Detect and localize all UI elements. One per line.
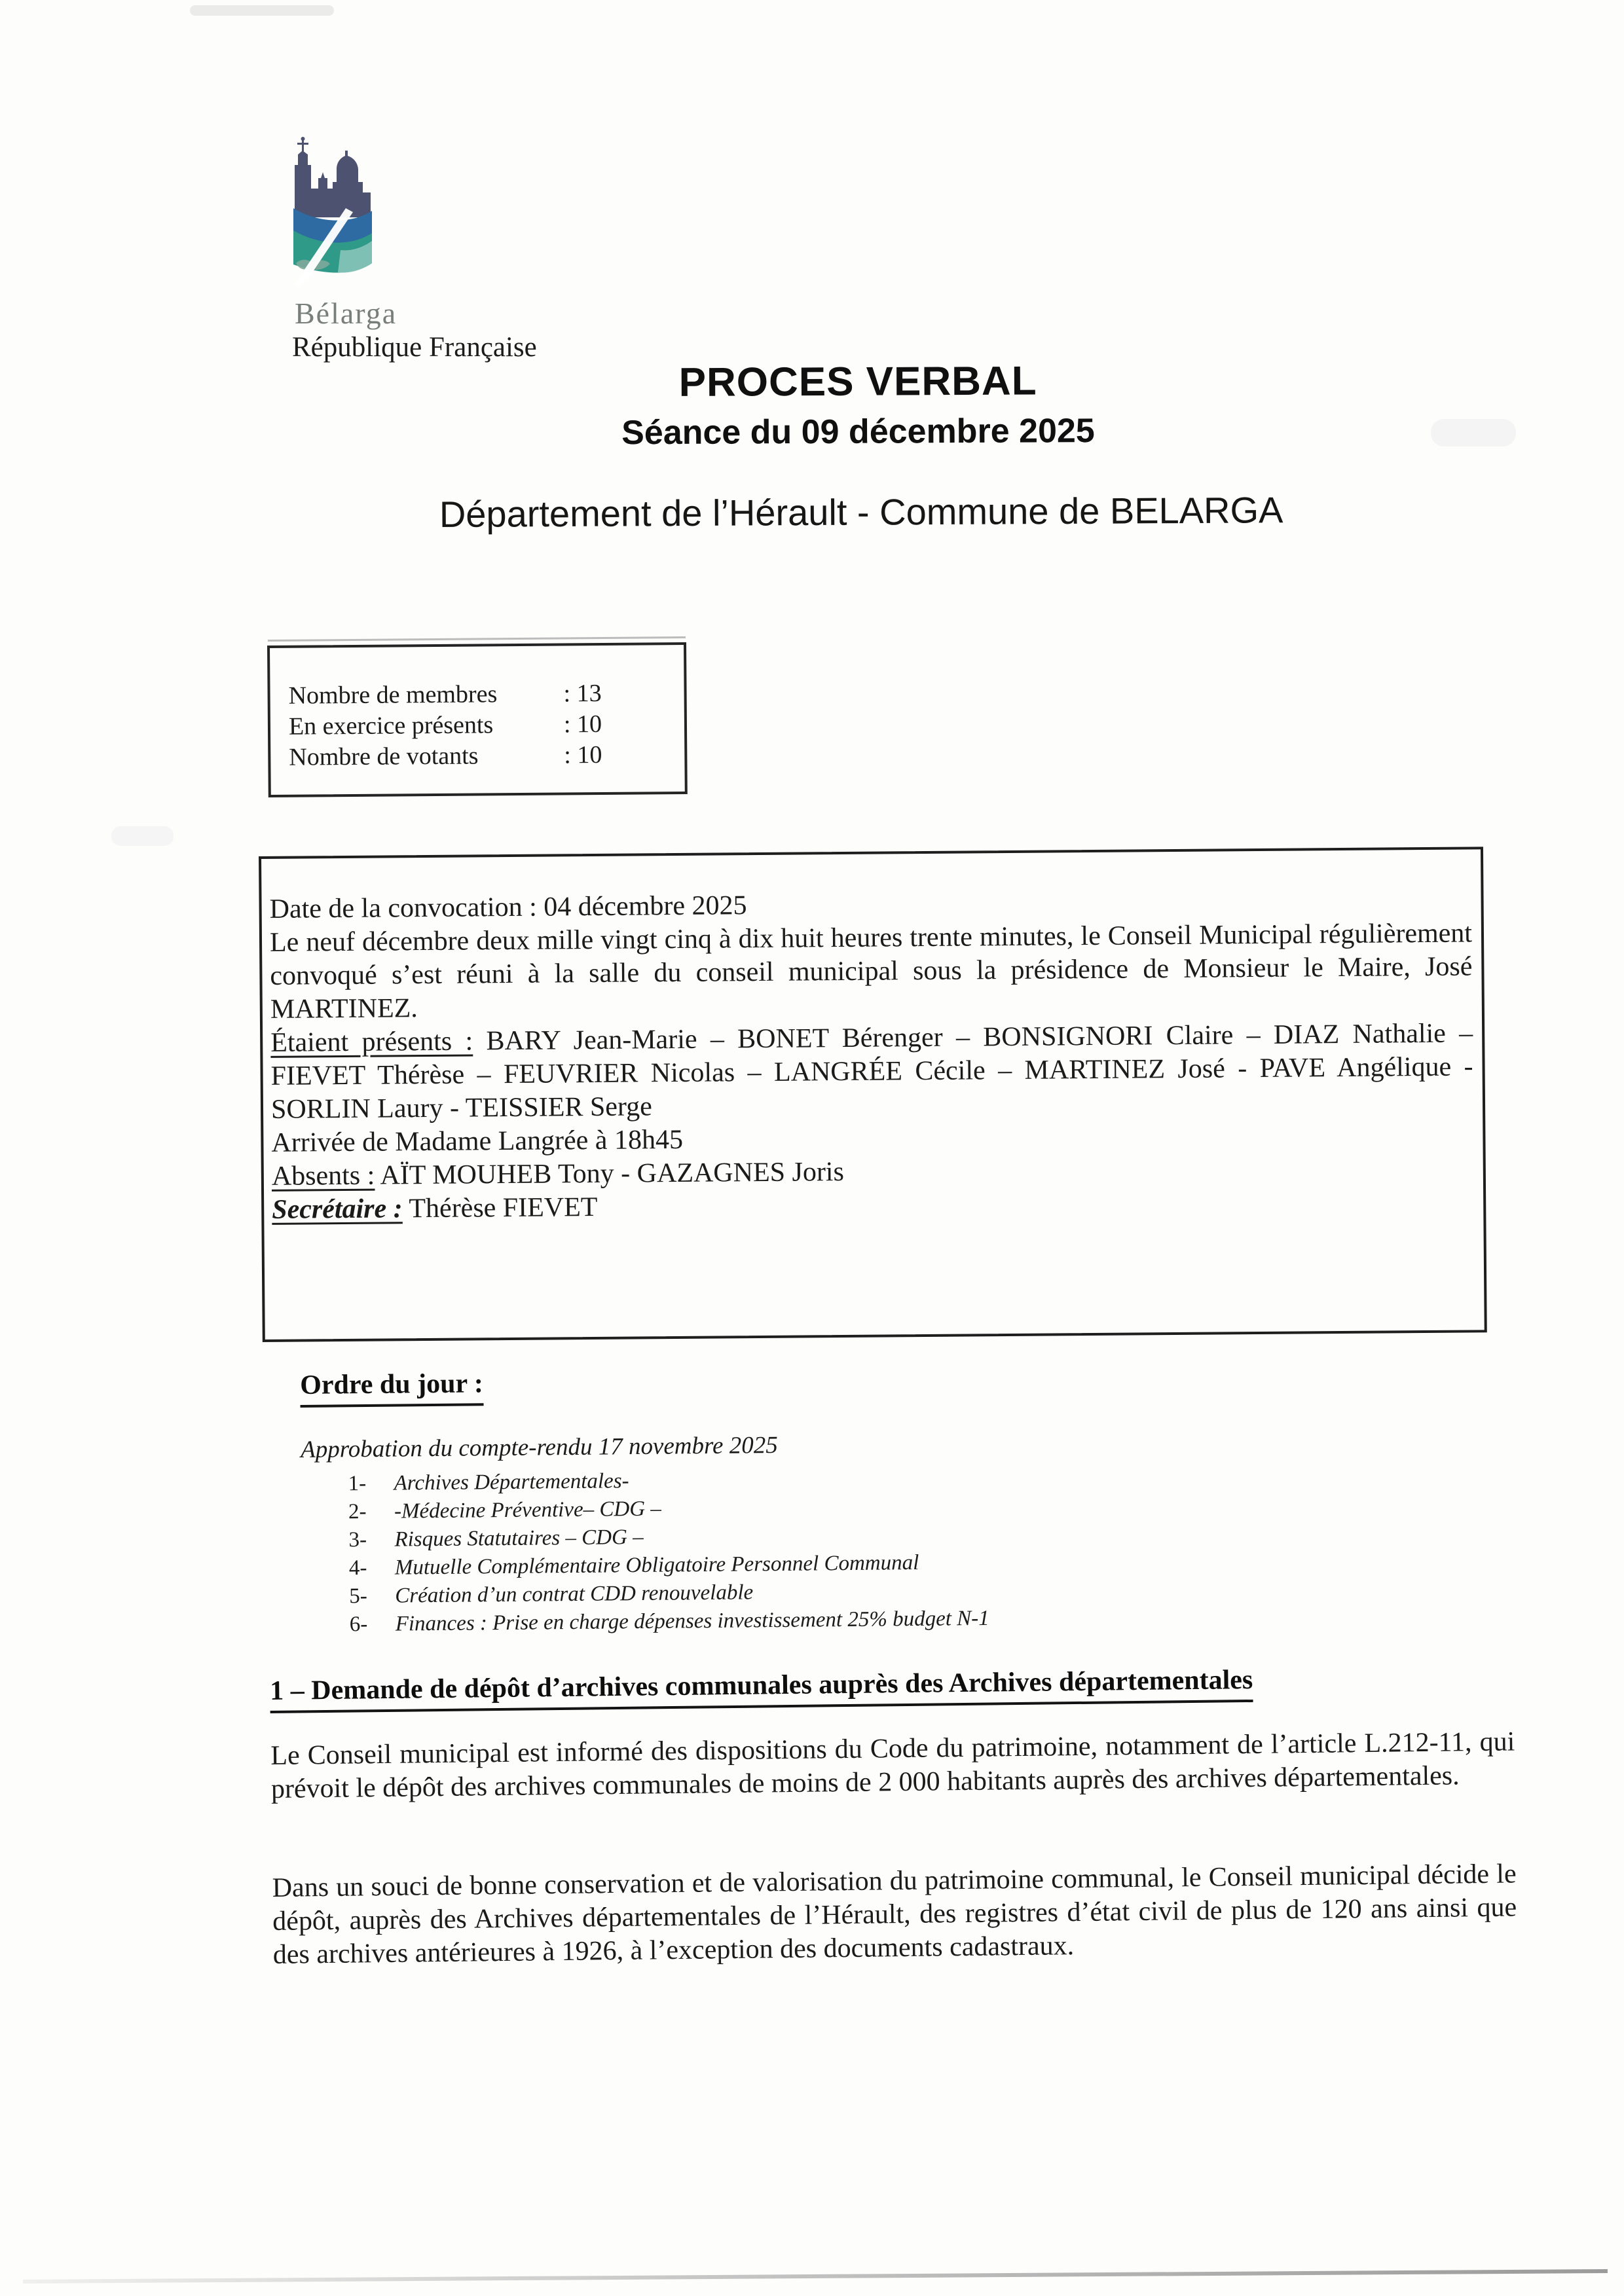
logo-caption: Bélarga xyxy=(295,297,397,330)
agenda-item-text: Mutuelle Complémentaire Obligatoire Personnel Communal xyxy=(394,1550,919,1580)
members-row-label: En exercice présents xyxy=(288,711,494,740)
members-row-value: : 13 xyxy=(563,679,602,708)
agenda-item-text: -Médecine Préventive– CDG – xyxy=(394,1497,661,1523)
section-1 xyxy=(270,1660,1517,1972)
members-row xyxy=(289,739,684,773)
scan-smudge xyxy=(190,5,334,16)
agenda-item-number: 6- xyxy=(349,1613,368,1637)
agenda-heading: Ordre du jour : xyxy=(300,1368,483,1408)
secretary-name: Thérèse FIEVET xyxy=(402,1192,598,1224)
members-row xyxy=(288,678,684,712)
agenda-item-number: 5- xyxy=(349,1584,367,1609)
session-intro-paragraph: Le neuf décembre deux mille vingt cinq à dix huit heures trente minutes, le Conseil Municipal régulièrement convoqué s’est réuni à la salle du conseil municipal sous la présidence de Monsieur le Maire, José MARTINEZ. xyxy=(269,918,1473,1025)
scan-smudge xyxy=(111,826,174,846)
section-1-paragraph-2: Dans un souci de bonne conservation et de valorisation du patrimoine communal, le Conseil municipal décide le dépôt, auprès des Archives départementales de l’Hérault, des registres d’état civil de plus de 120 ans ainsi que des archives antérieures à 1926, à l’exception des documents cadastraux. xyxy=(272,1859,1517,1970)
absents-names: AÏT MOUHEB Tony - GAZAGNES Joris xyxy=(375,1156,845,1191)
members-count-box xyxy=(267,642,688,797)
presents-names: BARY Jean-Marie – BONET Bérenger – BONSIGNORI Claire – DIAZ Nathalie – FIEVET Thérèse – FEUVRIER Nicolas – LANGRÉE Cécile – MARTINEZ José - PAVE Angélique - SORLIN Laury - TEISSIER Serge xyxy=(270,1018,1473,1125)
arrival-note: Arrivée de Madame Langrée à 18h45 xyxy=(271,1124,684,1158)
members-row-value: : 10 xyxy=(563,710,602,738)
secretary-label: Secrétaire : xyxy=(272,1194,403,1225)
agenda-item-text: Création d’un contrat CDD renouvelable xyxy=(395,1580,754,1608)
document-title: PROCES VERBAL xyxy=(678,358,1037,405)
logo-block xyxy=(286,135,547,363)
agenda-item-text: Finances : Prise en charge dépenses investissement 25% budget N-1 xyxy=(395,1606,989,1636)
belarga-logo xyxy=(289,135,376,300)
scan-artifact-line xyxy=(23,2269,1608,2284)
agenda-item-number: 1- xyxy=(348,1472,367,1496)
convocation-date-line: Date de la convocation : 04 décembre 2025 xyxy=(269,890,747,924)
members-row-label: Nombre de membres xyxy=(288,680,498,710)
agenda-item-number: 4- xyxy=(348,1556,367,1580)
attendees-paragraph xyxy=(270,1017,1473,1126)
presents-label: Étaient présents : xyxy=(270,1026,473,1058)
department-commune-line: Département de l’Hérault - Commune de BELARGA xyxy=(439,489,1283,535)
session-details-box xyxy=(259,847,1487,1342)
section-1-paragraph-1: Le Conseil municipal est informé des dispositions du Code du patrimoine, notamment de l’article L.212-11, qui prévoit le dépôt des archives communales de moins de 2 000 habitants auprès des archives départementales. xyxy=(270,1726,1515,1804)
agenda-item-text: Archives Départementales- xyxy=(394,1469,629,1495)
members-row xyxy=(289,708,684,742)
agenda-item-number: 3- xyxy=(348,1528,367,1552)
session-date-line: Séance du 09 décembre 2025 xyxy=(621,412,1095,452)
title-block xyxy=(0,358,1624,454)
agenda-preamble: Approbation du compte-rendu 17 novembre 2025 xyxy=(300,1432,778,1463)
absents-label: Absents : xyxy=(271,1160,375,1192)
section-1-heading: 1 – Demande de dépôt d’archives communales auprès des Archives départementales xyxy=(270,1664,1253,1713)
agenda-item-text: Risques Statutaires – CDG – xyxy=(394,1525,644,1552)
agenda-item xyxy=(303,1605,989,1639)
agenda-items xyxy=(301,1464,989,1639)
members-row-label: Nombre de votants xyxy=(289,742,479,771)
agenda-block xyxy=(300,1363,989,1639)
members-row-value: : 10 xyxy=(564,740,602,769)
agenda-item-number: 2- xyxy=(348,1500,367,1524)
republic-line: République Française xyxy=(292,332,537,363)
